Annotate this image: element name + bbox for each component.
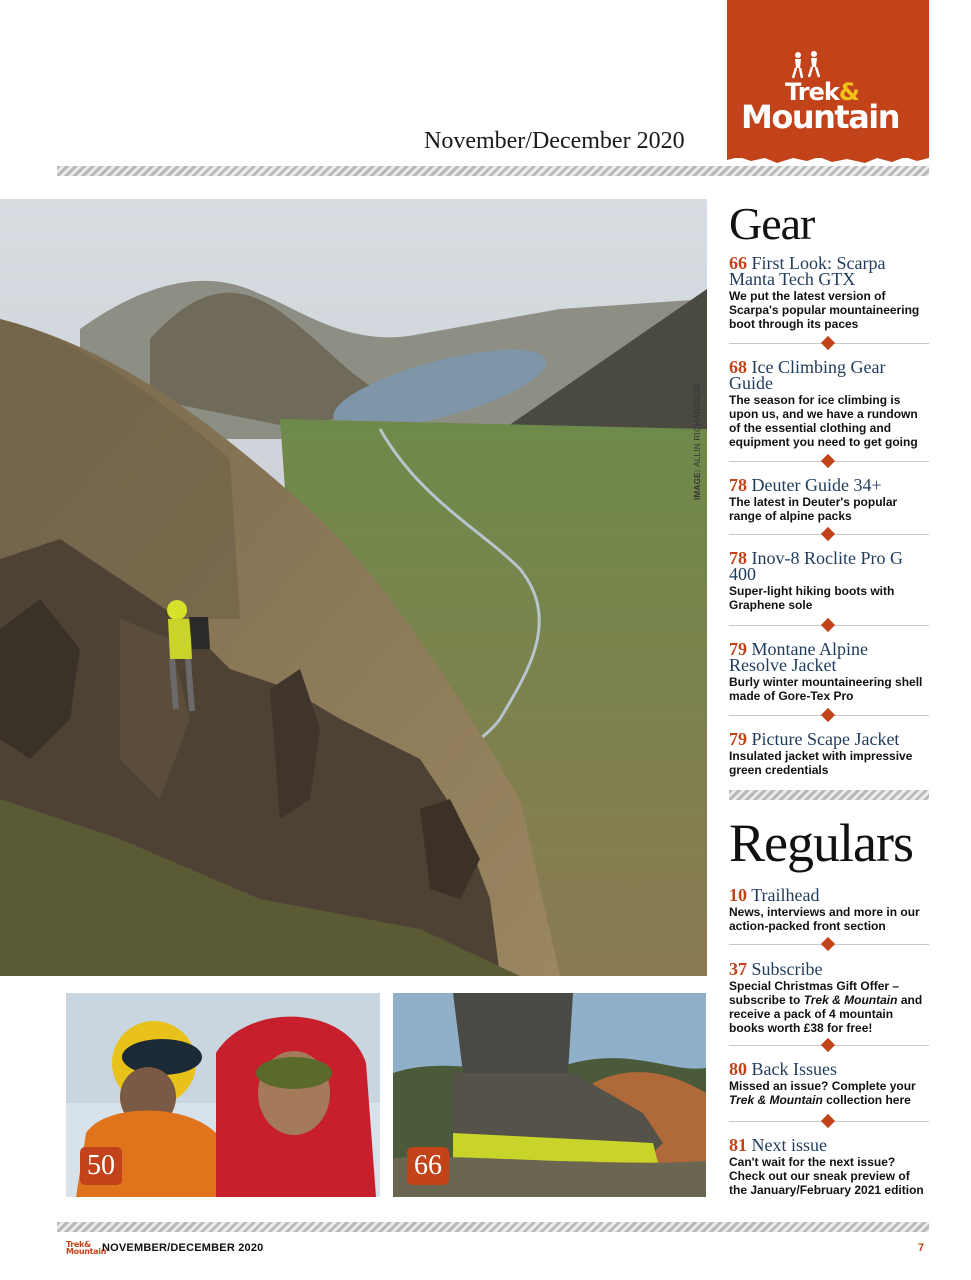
contents-entry[interactable]: 79 Montane Alpine Resolve Jacket Burly winter mountaineering shell made of Gore-Tex Pro bbox=[729, 639, 923, 703]
contents-entry[interactable]: 37 Subscribe Special Christmas Gift Offer – subscribe to Trek & Mountain and receive a pack of 4 mountain books worth £38 for free! bbox=[729, 959, 923, 1035]
photo-credit: IMAGE: ALLIN RICHARDSON bbox=[693, 383, 702, 500]
contents-entry[interactable]: 78 Deuter Guide 34+ The latest in Deuter's popular range of alpine packs bbox=[729, 475, 898, 523]
divider-hatch bbox=[729, 790, 929, 800]
footer-logo: Trek& Mountain bbox=[66, 1240, 107, 1256]
entry-separator bbox=[729, 461, 929, 462]
hikers-icon bbox=[787, 50, 827, 80]
thumbnail-climbers[interactable] bbox=[66, 993, 380, 1197]
page-badge: 50 bbox=[80, 1147, 122, 1185]
contents-entry[interactable]: 80 Back Issues Missed an issue? Complete your Trek & Mountain collection here bbox=[729, 1059, 916, 1107]
contents-entry[interactable]: 79 Picture Scape Jacket Insulated jacket with impressive green credentials bbox=[729, 729, 913, 777]
entry-separator bbox=[729, 1121, 929, 1122]
logo-trek: Trek& bbox=[785, 78, 859, 106]
footer-date: NOVEMBER/DECEMBER 2020 bbox=[102, 1242, 264, 1254]
divider-hatch bbox=[57, 166, 929, 176]
brand-logo bbox=[727, 0, 929, 158]
section-title-gear: Gear bbox=[729, 198, 815, 249]
entry-separator bbox=[729, 534, 929, 535]
torn-edge bbox=[727, 152, 929, 164]
section-title-regulars: Regulars bbox=[729, 813, 913, 873]
contents-entry[interactable]: 10 Trailhead News, interviews and more in our action-packed front section bbox=[729, 885, 920, 933]
hero-photo bbox=[0, 199, 707, 976]
divider-hatch bbox=[57, 1222, 929, 1232]
contents-entry[interactable]: 66 First Look: Scarpa Manta Tech GTX We put the latest version of Scarpa's popular mountaineering boot through its paces bbox=[729, 253, 920, 331]
page-number: 7 bbox=[918, 1242, 925, 1254]
page-badge: 66 bbox=[407, 1147, 449, 1185]
issue-date: November/December 2020 bbox=[424, 128, 685, 154]
entry-separator bbox=[729, 625, 929, 626]
entry-separator bbox=[729, 343, 929, 344]
contents-entry[interactable]: 68 Ice Climbing Gear Guide The season for ice climbing is upon us, and we have a rundown of the essential clothing and equipment you need to get going bbox=[729, 357, 918, 449]
entry-separator bbox=[729, 944, 929, 945]
contents-entry[interactable]: 78 Inov-8 Roclite Pro G 400 Super-light hiking boots with Graphene sole bbox=[729, 548, 903, 612]
contents-entry[interactable]: 81 Next issue Can't wait for the next issue? Check out our sneak preview of the January/February 2021 edition bbox=[729, 1135, 924, 1197]
logo-mountain: Mountain bbox=[741, 98, 900, 136]
entry-separator bbox=[729, 715, 929, 716]
entry-separator bbox=[729, 1045, 929, 1046]
hero-landscape bbox=[0, 199, 707, 976]
thumbnail-boot[interactable] bbox=[393, 993, 706, 1197]
